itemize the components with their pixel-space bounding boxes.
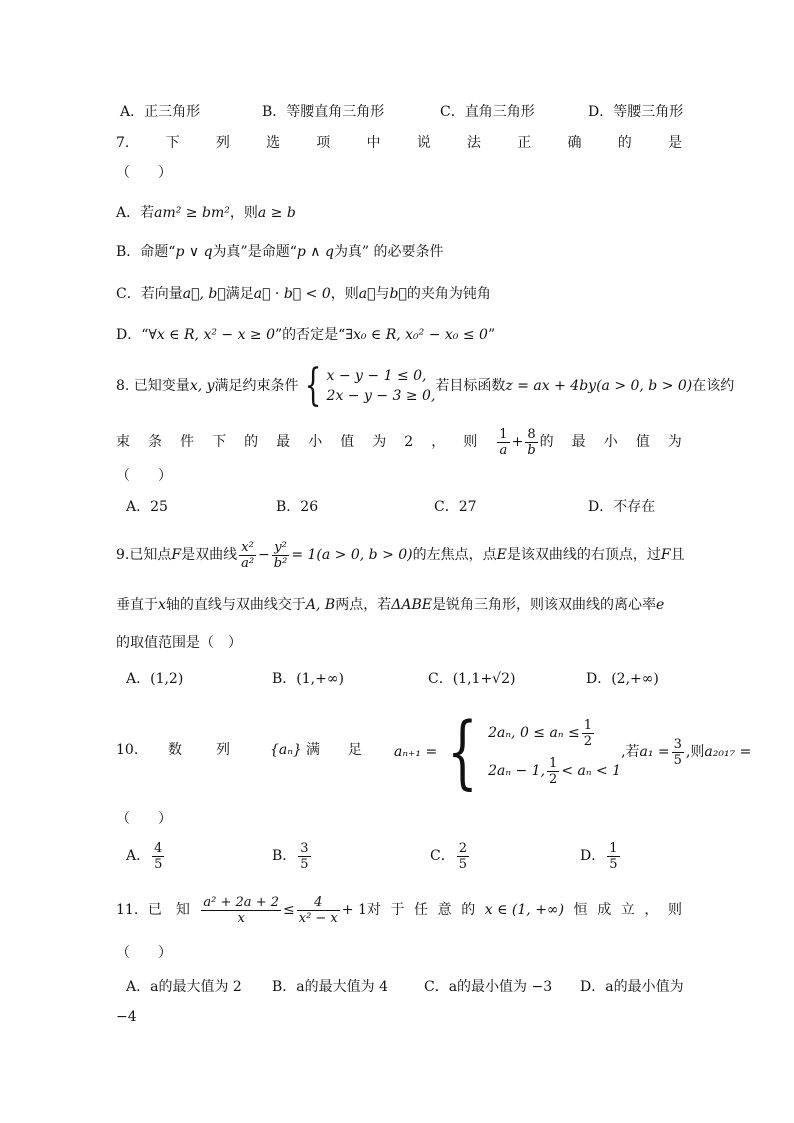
q8-constraint-system [327,366,436,406]
q11-inequality [199,888,380,932]
option-fraction [457,841,469,872]
q7-c-with: 与 [375,286,390,302]
denominator: 5 [673,752,682,768]
q9-text: 垂直于 [116,597,158,613]
q7-number: 7. [116,135,130,151]
q10-case2-range: < aₙ < 1 [561,763,622,779]
q9-point-f: F [171,547,182,563]
q8-line2-char: 最 [276,434,291,450]
denominator: x [237,910,245,926]
denominator: 2 [583,733,592,749]
numerator: 4 [154,840,163,856]
q11-option-a: A．a的最大值为 2 [126,979,242,995]
q10-char: 数 [168,742,182,758]
q11-option-b: B．a的最大值为 4 [272,979,388,995]
option-fraction [152,841,164,872]
q8-line2-char: 小 [603,434,618,450]
q7-d-statement: ∀x ∈ R, x² − x ≥ 0 [148,327,276,343]
numerator: a² + 2a + 2 [203,894,279,910]
q9-text: 是锐角三角形，则该双曲线的离心率 [431,597,656,613]
q7-stem-char: 选 [266,135,281,151]
q10-case-1 [488,714,621,752]
q7-stem-char: 法 [467,135,481,151]
q11-domain: x ∈ (1, +∞) [484,902,565,918]
numerator: 1 [583,717,592,733]
q7-stem-char: 下 [165,135,180,151]
piecewise-brace: { [447,705,478,798]
q8-line2-char: 的 [539,434,554,450]
q8-line2-char: 则 [463,434,478,450]
q9-stem-line3: 的取值范围是（ ） [116,635,242,651]
q8-option-b: B．26 [276,499,319,515]
q7-b-proposition-2: p ∧ q [296,244,334,260]
q9-text: 是该双曲线的右顶点，过 [506,547,661,563]
q11-char: 任 [414,902,429,918]
q7-d-mid: ”的否定是“ [275,327,346,343]
q9-text: 两点，若 [335,597,392,613]
q7-c-tail: 的夹角为钝角 [406,286,491,302]
numerator: 1 [609,840,618,856]
q6-option-d: D．等腰三角形 [588,104,684,120]
fraction-1-over-2 [582,718,594,749]
q8-number: 8. 已知变量 [116,378,190,394]
fraction-x2-over-a2 [239,540,256,571]
q8-line2-char: 件 [180,434,195,450]
q8-constraint-1: x − y − 1 ≤ 0, [326,368,427,384]
q9-points-ab: A, B [305,597,336,613]
q9-stem-line1 [116,535,685,575]
option-label: B． [272,848,297,864]
q8-variables: x, y [189,378,215,394]
q9-option-d: D．(2,+∞) [586,671,659,687]
q7-c-mid: 满足 [225,286,254,302]
q9-option-c: C．(1,1+√2) [428,671,516,687]
q11-char: 于 [390,902,405,918]
q10-target-term: a₂₀₁₇ = [704,744,752,760]
q9-point-f: F [660,547,671,563]
q8-tail2: 在该约 [692,378,735,394]
q7-stem-char: 正 [517,135,532,151]
q8-option-a: A．25 [126,499,168,515]
q8-stem-line1 [116,362,734,410]
q9-equation-rhs: = 1(a > 0, b > 0) [291,547,413,563]
q8-line2-char: 最 [571,434,586,450]
minus-sign: − [258,547,270,563]
q9-text: 9.已知点 [116,547,172,563]
q8-line2-char: 值 [340,434,355,450]
fraction-rhs [297,895,340,926]
q7-b-mid: 为真”是命题“ [212,244,297,260]
q8-line2-char: 下 [212,434,227,450]
q10-if: ,若 [621,744,640,760]
numerator: 2 [458,840,467,856]
q10-lhs: aₙ₊₁ = [394,744,438,760]
q9-option-b: B．(1,+∞) [272,671,344,687]
q7-c-vector-a: a⃗ [358,286,376,302]
q8-fraction-expression [495,420,553,464]
denominator: 2 [549,771,558,787]
option-label: D． [580,848,606,864]
q9-eccentricity: e [655,597,665,613]
denominator: a² [241,555,255,571]
q7-option-c [116,285,491,303]
q6-option-b: B．等腰直角三角形 [262,104,385,120]
q8-answer-paren: （ ） [116,468,172,484]
q8-line2-char: 2 [404,434,414,450]
q8-line2-char: 束 [116,434,130,450]
fraction-y2-over-b2 [272,540,290,571]
q10-case2-text: 2aₙ − 1, [488,763,546,779]
q7-stem-char: 列 [215,135,230,151]
q7-d-tail: ” [487,327,496,343]
q10-char: 列 [216,742,230,758]
q11-char: ， [644,902,659,918]
q7-stem-char: 确 [567,135,582,151]
fraction-1-over-2 [547,756,559,787]
q7-stem-char: 是 [667,135,682,151]
q7-c-condition: a⃗ · b⃗ < 0 [253,286,331,302]
q7-stem-char: 中 [366,135,381,151]
q8-line2-char: 的 [244,434,259,450]
q7-b-label: B．命题“ [116,244,176,260]
q7-a-condition: am² ≥ bm² [154,205,230,221]
q10-option-b [272,836,313,876]
fraction-8-over-b [525,427,537,458]
q10-piecewise-cases [488,714,621,790]
q7-stem-char: 说 [416,135,431,151]
q9-triangle: ΔABE [391,597,432,613]
q10-option-c [430,836,471,876]
plus-sign: + [511,434,524,450]
numerator: 3 [300,840,309,856]
q11-char: 立 [620,902,635,918]
q10-sequence: {aₙ} [270,742,302,758]
denominator: b [527,442,536,458]
q8-line2-char: ， [431,434,446,450]
q9-text: 是双曲线 [181,547,238,563]
q9-option-a: A．(1,2) [126,671,184,687]
denominator: 5 [458,856,467,872]
q8-line2-char: 为 [372,434,387,450]
numerator: 4 [297,895,340,911]
denominator: a [499,442,508,458]
q9-stem-line2 [116,596,664,614]
q7-d-negation: ∃x₀ ∈ R, x₀² − x₀ ≤ 0 [345,327,488,343]
option-fraction [607,841,619,872]
denominator: 5 [300,856,309,872]
q10-option-d [580,836,622,876]
q8-tail: 若目标函数 [435,378,506,394]
q7-c-vectors: a⃗, b⃗ [182,286,226,302]
q7-c-label: C．若向量 [116,286,183,302]
q10-option-a [126,836,166,876]
q8-stem-line2 [116,420,682,464]
q11-option-d: D．a的最小值为 [580,979,684,995]
q7-c-mid2: ，则 [330,286,359,302]
plus-one: + 1 [341,902,367,918]
q8-mid: 满足约束条件 [214,378,299,394]
q10-case1-text: 2aₙ, 0 ≤ aₙ ≤ [488,725,580,741]
q8-option-c: C．27 [434,499,477,515]
q11-stem [116,888,682,932]
q11-known: 已 知 [147,902,190,918]
q8-line2-char: 小 [308,434,323,450]
denominator: x² − x [298,910,338,926]
constraint-brace: { [304,360,321,411]
option-label: A． [126,848,151,864]
q9-text: 的左焦点，点 [412,547,497,563]
denominator: 5 [609,856,618,872]
q7-answer-paren: （ ） [116,165,172,181]
q11-option-d-wrap: −4 [116,1009,137,1025]
q7-c-vector-b: b⃗ [389,286,407,302]
numerator: 3 [673,736,682,752]
q8-option-d: D．不存在 [588,499,656,515]
q6-option-c: C．直角三角形 [440,104,535,120]
option-fraction [298,841,310,872]
numerator: 1 [549,755,558,771]
q7-a-result: a ≥ b [257,205,296,221]
fraction-lhs [201,895,281,926]
q10-a1: a₁ = [639,744,670,760]
q7-option-b [116,243,444,261]
q9-x-axis: x [158,597,166,613]
q7-stem-char: 项 [316,135,331,151]
numerator: x² [239,540,256,556]
q9-text: 轴的直线与双曲线交于 [165,597,306,613]
q9-point-e: E [496,547,507,563]
denominator: b² [273,555,288,571]
q10-number: 10. [116,742,139,758]
q9-text: 且 [670,547,685,563]
q8-constraint-2: 2x − y − 3 ≥ 0, [326,388,436,404]
q7-b-tail: 为真” 的必要条件 [333,244,444,260]
fraction-1-over-a [497,427,509,458]
fraction-3-over-5 [672,737,684,768]
q7-a-mid: ，则 [229,205,258,221]
numerator: 1 [499,426,508,442]
q7-stem-char: 的 [617,135,632,151]
q10-satisfy: 满 足 [306,742,362,758]
less-equal-sign: ≤ [283,902,295,918]
numerator: y² [272,540,290,556]
q10-case-2 [488,752,621,790]
q8-line2-char: 为 [667,434,682,450]
q8-line2-char: 值 [635,434,650,450]
denominator: 5 [154,856,163,872]
q10-answer-paren: （ ） [116,811,172,827]
q7-option-a [116,204,296,222]
q11-answer-paren: （ ） [116,945,172,961]
q6-option-a: A．正三角形 [120,104,201,120]
q7-option-d [116,326,495,344]
q8-line2-char: 条 [148,434,163,450]
q10-then: ,则 [685,744,705,760]
numerator: 8 [525,427,537,443]
q11-char: 则 [667,902,682,918]
q11-char: 对 [366,902,381,918]
option-label: C． [430,848,455,864]
q11-char: 的 [461,902,476,918]
q10-recurrence [394,705,752,798]
q7-b-proposition-1: p ∨ q [175,244,213,260]
q8-objective: z = ax + 4by(a > 0, b > 0) [505,378,693,394]
q11-char: 意 [437,902,452,918]
q7-d-label: D．“ [116,327,149,343]
q7-stem [116,134,682,152]
q11-option-c: C．a的最小值为 −3 [424,979,553,995]
q7-a-label: A．若 [116,205,155,221]
q11-char: 成 [597,902,612,918]
q11-char: 恒 [573,902,588,918]
q11-number: 11. [116,902,139,918]
